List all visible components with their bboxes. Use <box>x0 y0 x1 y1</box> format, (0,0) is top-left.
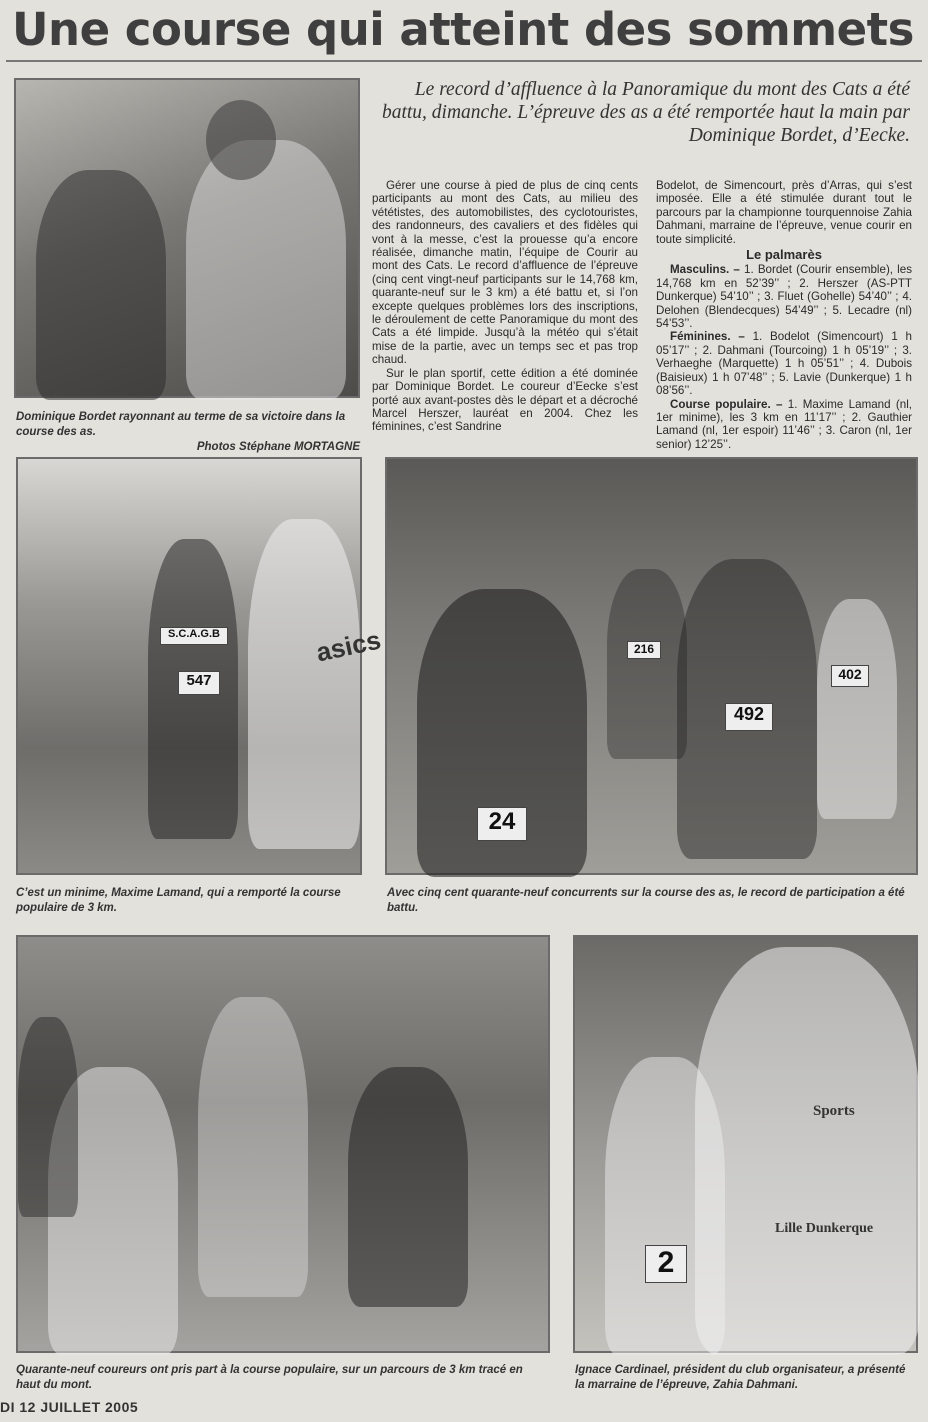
figure-official <box>248 519 360 849</box>
palmares-heading: Le palmarès <box>746 247 822 263</box>
results-label: Course populaire. – <box>670 397 783 411</box>
caption-photo2: C’est un minime, Maxime Lamand, qui a remporté la course populaire de 3 km. <box>16 887 341 914</box>
headline: Une course qui atteint des sommets <box>12 3 914 56</box>
photo-course-des-as <box>385 457 918 875</box>
caption-photo1 <box>16 410 360 455</box>
caption-photo1-text: Dominique Bordet rayonnant au terme de sa victoire dans la course des as. <box>16 411 346 438</box>
bib-2: 2 <box>645 1245 687 1283</box>
figure-runner-402 <box>817 599 897 819</box>
results-populaire <box>656 398 912 452</box>
figure-runner-white <box>198 997 308 1297</box>
results-masculins <box>656 263 912 330</box>
page-footer-date: DI 12 JUILLET 2005 <box>0 1399 139 1415</box>
figure-runner-bordet <box>186 140 346 400</box>
caption-photo4: Quarante-neuf coureurs ont pris part à la course populaire, sur un parcours de 3 km tracé en haut du mont. <box>16 1364 523 1391</box>
caption-photo3: Avec cinq cent quarante-neuf concurrents sur la course des as, le record de participation a été battu. <box>387 887 905 914</box>
results-text: 1. Bodelot (Simencourt) 1 h 05’17’’ ; 2. Dahmani (Tourcoing) 1 h 05’19’’ ; 3. Verhaeghe (Marquette) 1 h 05’51’’ ; 4. Dubois (Baisieux) 1 h 07’48’’ ; 5. Lavie (Dunkerque) 1 h 08’56’’. <box>656 330 913 398</box>
shirt-sports-text: Sports <box>813 1103 855 1119</box>
photo-minime <box>16 457 384 875</box>
results-label: Féminines. – <box>670 330 745 344</box>
photo-bordet <box>14 78 360 398</box>
figure-ignace-cardinael <box>695 947 920 1355</box>
photo-cardinael-dahmani <box>573 935 918 1353</box>
results-feminines <box>656 330 912 397</box>
bib-492: 492 <box>725 703 773 731</box>
caption-photo5: Ignace Cardinael, président du club organisateur, a présenté la marraine de l’épreuve, Zahia Dahmani. <box>575 1364 906 1391</box>
headline-rule <box>6 60 922 62</box>
bib-216: 216 <box>627 641 661 659</box>
article-paragraph: Sur le plan sportif, cette édition a été dominée par Dominique Bordet. Le coureur d’Eecke s’est porté aux avant-postes dès le départ et a décroché Marcel Herszer, lauréat en 2004. Chez les féminines, c’est Sandrine <box>372 366 638 434</box>
results-text: 1. Maxime Lamand (nl, 1er minime), les 3 km en 11’17’’ ; 2. Gauthier Lamand (nl, 1er espoir) 11’46’’ ; 3. Caron (nl, 1er senior) 12’25’’. <box>656 397 913 451</box>
bib-547: 547 <box>178 671 220 695</box>
lede: Le record d’affluence à la Panoramique du mont des Cats a été battu, dimanche. L’épreuve des as a été remportée haut la main par Dominique Bordet, d’Eecke. <box>381 79 910 146</box>
figure-head <box>206 100 276 180</box>
shirt-asics-text: asics <box>313 624 384 668</box>
article-col1 <box>372 179 638 434</box>
figure-runner-left <box>18 1017 78 1217</box>
figure-runner-216 <box>607 569 687 759</box>
results-text: 1. Bordet (Courir ensemble), les 14,768 km en 52’39’’ ; 2. Herszer (AS-PTT Dunkerque) 54’10’’ ; 3. Fluet (Gohelle) 54’40’’ ; 4. Delohen (Blendecques) 54’49’’ ; 5. Lecadre (nl) 54’53’’. <box>656 263 912 331</box>
bib-24: 24 <box>477 807 527 841</box>
photo-course-populaire <box>16 935 550 1353</box>
results-label: Masculins. – <box>670 263 740 277</box>
photo-credit: Photos Stéphane MORTAGNE <box>196 441 360 453</box>
article-paragraph: Gérer une course à pied de plus de cinq cents participants au mont des Cats, au milieu des vététistes, des automobilistes, des cyclotouristes, des randonneurs, des cavaliers et des fidèles qui vont à la messe, c’est la prouesse qu’a encore réalisée, dimanche matin, l’équipe de Courir au mont des Cats. Le record d’affluence de l’épreuve (cinq cent vingt-neuf participants sur le 14,768 km, quarante-neuf sur le 3 km) a été battu et, si l’on excepte quelques problèmes lors des inscriptions, le déroulement de cette Panoramique du mont des Cats a été limpide. Jusqu’à la météo qui s’était mise de la partie, avec un temps sec et pas trop chaud. <box>372 179 638 367</box>
shirt-lille-dunkerque-text: Lille Dunkerque <box>775 1221 874 1236</box>
figure-woman <box>36 170 166 400</box>
bib-scacgb: S.C.A.G.B <box>160 627 228 645</box>
article-col2 <box>656 179 912 451</box>
bib-402: 402 <box>831 665 869 687</box>
figure-runner-dark <box>348 1067 468 1307</box>
article-paragraph: Bodelot, de Simencourt, près d’Arras, qui s’est imposée. Elle a été stimulée durant tout le parcours par la championne tourquennoise Zahia Dahmani, marraine de l’épreuve, venue courir en toute simplicité. <box>656 179 912 246</box>
